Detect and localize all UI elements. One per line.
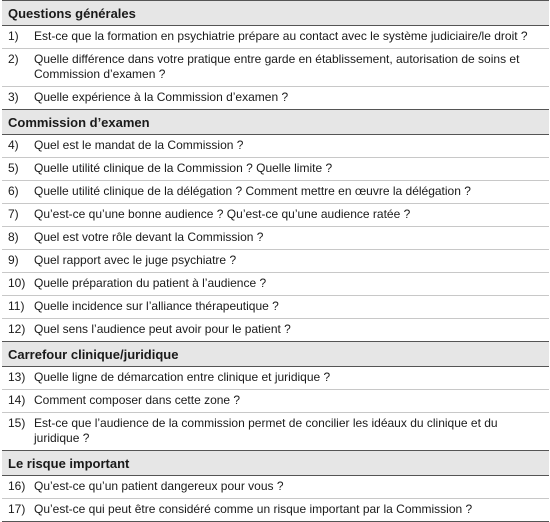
- question-number: 12): [8, 322, 26, 336]
- question-row: [2, 135, 549, 158]
- section-header: Commission d’examen: [2, 109, 549, 135]
- question-text: Quelle incidence sur l’alliance thérapeutique ?: [34, 299, 279, 313]
- question-text: Quelle différence dans votre pratique entre garde en établissement, autorisation de soins et Commission d’examen ?: [34, 52, 520, 81]
- question-row: [2, 476, 549, 499]
- question-text: Quelle utilité clinique de la délégation ? Comment mettre en œuvre la délégation ?: [34, 184, 471, 198]
- question-text: Est-ce que l’audience de la commission permet de concilier les idéaux du clinique et du juridique ?: [34, 416, 498, 445]
- question-number: 7): [8, 207, 19, 221]
- question-text: Quelle utilité clinique de la Commission ? Quelle limite ?: [34, 161, 333, 175]
- question-number: 13): [8, 370, 26, 384]
- question-number: 6): [8, 184, 19, 198]
- question-text: Quelle préparation du patient à l’audience ?: [34, 276, 267, 290]
- question-number: 9): [8, 253, 19, 267]
- question-number: 2): [8, 52, 19, 66]
- question-row: [2, 227, 549, 250]
- question-number: 16): [8, 479, 26, 493]
- question-row: [2, 204, 549, 227]
- question-text: Qu’est-ce qui peut être considéré comme un risque important par la Commission ?: [34, 502, 473, 516]
- question-number: 15): [8, 416, 26, 430]
- questions-table: [2, 0, 549, 522]
- section-header: Le risque important: [2, 450, 549, 476]
- question-text: Quel sens l’audience peut avoir pour le patient ?: [34, 322, 291, 336]
- question-text: Quelle ligne de démarcation entre clinique et juridique ?: [34, 370, 331, 384]
- question-number: 8): [8, 230, 19, 244]
- question-number: 5): [8, 161, 19, 175]
- question-number: 10): [8, 276, 26, 290]
- question-number: 4): [8, 138, 19, 152]
- question-text: Quel est votre rôle devant la Commission ?: [34, 230, 264, 244]
- question-text: Quel est le mandat de la Commission ?: [34, 138, 244, 152]
- question-number: 1): [8, 29, 19, 43]
- question-text: Qu’est-ce qu’une bonne audience ? Qu’est-ce qu’une audience ratée ?: [34, 207, 411, 221]
- question-row: [2, 87, 549, 109]
- question-row: [2, 319, 549, 341]
- question-text: Quelle expérience à la Commission d’examen ?: [34, 90, 289, 104]
- question-number: 17): [8, 502, 26, 516]
- question-row: [2, 158, 549, 181]
- question-number: 3): [8, 90, 19, 104]
- question-row: [2, 26, 549, 49]
- question-number: 14): [8, 393, 26, 407]
- section-header: Carrefour clinique/juridique: [2, 341, 549, 367]
- question-row: [2, 296, 549, 319]
- question-row: [2, 181, 549, 204]
- question-text: Comment composer dans cette zone ?: [34, 393, 241, 407]
- question-number: 11): [8, 299, 25, 313]
- question-row: [2, 413, 549, 450]
- question-row: [2, 499, 549, 521]
- question-text: Est-ce que la formation en psychiatrie prépare au contact avec le système judiciaire/le droit ?: [34, 29, 528, 43]
- question-row: [2, 367, 549, 390]
- section-header: Questions générales: [2, 1, 549, 26]
- question-text: Quel rapport avec le juge psychiatre ?: [34, 253, 237, 267]
- question-row: [2, 49, 549, 87]
- question-row: [2, 250, 549, 273]
- question-text: Qu’est-ce qu’un patient dangereux pour vous ?: [34, 479, 284, 493]
- question-row: [2, 273, 549, 296]
- question-row: [2, 390, 549, 413]
